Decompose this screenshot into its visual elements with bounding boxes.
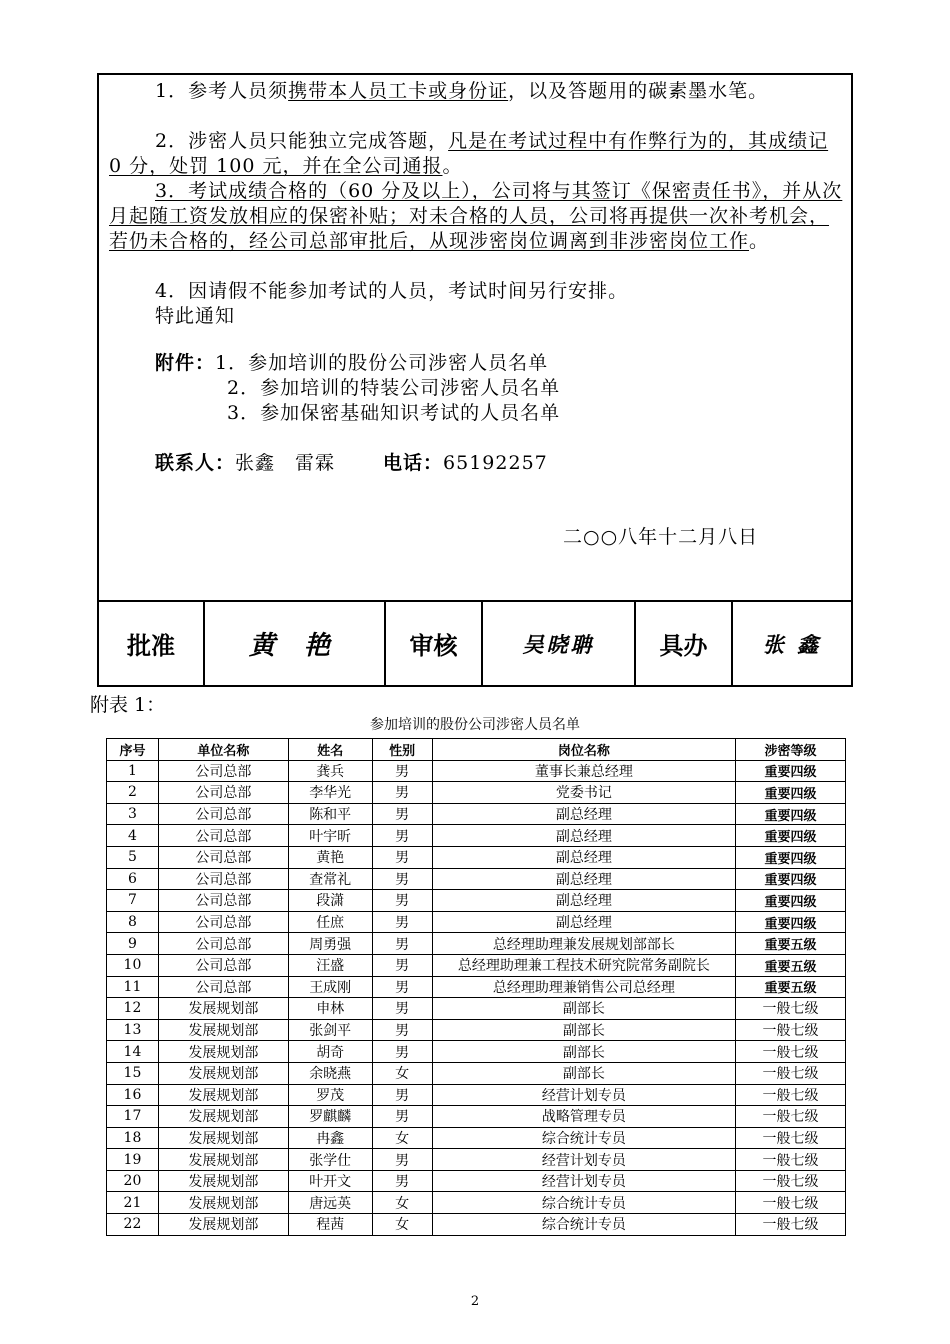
cell-unit: 发展规划部 (158, 1214, 288, 1236)
cell-level: 重要五级 (736, 933, 846, 955)
attachment-1-text: 1．参加培训的股份公司涉密人员名单 (215, 352, 549, 374)
header-unit: 单位名称 (158, 739, 288, 761)
notice-date: 二○○八年十二月八日 (563, 526, 759, 548)
cell-gender: 男 (372, 933, 432, 955)
cell-index: 14 (107, 1041, 159, 1063)
cell-gender: 男 (372, 998, 432, 1020)
header-name: 姓名 (288, 739, 372, 761)
cell-position: 副总经理 (432, 868, 736, 890)
cell-index: 2 (107, 782, 159, 804)
header-level: 涉密等级 (736, 739, 846, 761)
item1-text-end: ，以及答题用的碳素墨水笔。 (508, 80, 769, 102)
cell-gender: 男 (372, 954, 432, 976)
cell-level: 重要四级 (736, 911, 846, 933)
cell-position: 副总经理 (432, 911, 736, 933)
table-row (107, 1106, 846, 1128)
cell-name: 唐远英 (288, 1192, 372, 1214)
header-position: 岗位名称 (432, 739, 736, 761)
cell-gender: 男 (372, 1170, 432, 1192)
cell-index: 11 (107, 976, 159, 998)
cell-level: 重要四级 (736, 760, 846, 782)
table-row (107, 1170, 846, 1192)
contact-label: 联系人： (155, 452, 236, 474)
cell-position: 战略管理专员 (432, 1106, 736, 1128)
table-row (107, 890, 846, 912)
cell-position: 副总经理 (432, 825, 736, 847)
cell-gender: 男 (372, 890, 432, 912)
cell-unit: 公司总部 (158, 868, 288, 890)
cell-level: 重要五级 (736, 976, 846, 998)
attachment-2: 2．参加培训的特装公司涉密人员名单 (227, 377, 561, 399)
cell-index: 7 (107, 890, 159, 912)
cell-position: 副部长 (432, 998, 736, 1020)
cell-gender: 男 (372, 1149, 432, 1171)
table-row (107, 803, 846, 825)
cell-name: 汪盛 (288, 954, 372, 976)
header-index: 序号 (107, 739, 159, 761)
cell-unit: 发展规划部 (158, 1149, 288, 1171)
table-row (107, 1214, 846, 1236)
cell-gender: 男 (372, 760, 432, 782)
cell-index: 15 (107, 1062, 159, 1084)
cell-index: 18 (107, 1127, 159, 1149)
cell-index: 12 (107, 998, 159, 1020)
cell-unit: 发展规划部 (158, 1170, 288, 1192)
cell-index: 20 (107, 1170, 159, 1192)
cell-gender: 男 (372, 911, 432, 933)
table-row (107, 954, 846, 976)
table-row (107, 760, 846, 782)
table-body (107, 760, 846, 1235)
cell-gender: 女 (372, 1127, 432, 1149)
cell-position: 总经理助理兼工程技术研究院常务副院长 (432, 954, 736, 976)
cell-gender: 男 (372, 1041, 432, 1063)
cell-position: 总经理助理兼销售公司总经理 (432, 976, 736, 998)
cell-index: 3 (107, 803, 159, 825)
cell-name: 黄艳 (288, 846, 372, 868)
attachment-3: 3．参加保密基础知识考试的人员名单 (227, 402, 561, 424)
cell-name: 段潇 (288, 890, 372, 912)
table-row (107, 976, 846, 998)
review-label-cell (386, 602, 483, 685)
contact-names: 张鑫 雷霖 (235, 452, 336, 474)
item3-underlined: 3．考试成绩合格的（60 分及以上），公司将与其签订《保密责任书》，并从次月起随工资发放相应的保密补贴；对未合格的人员，公司将再提供一次补考机会，若仍未合格的，经公司总部审批后，从现涉密岗位调离到非涉密岗位工作 (109, 180, 843, 252)
cell-position: 党委书记 (432, 782, 736, 804)
cell-level: 重要四级 (736, 825, 846, 847)
cell-position: 副部长 (432, 1019, 736, 1041)
cell-gender: 男 (372, 803, 432, 825)
cell-unit: 发展规划部 (158, 1106, 288, 1128)
cell-position: 副总经理 (432, 803, 736, 825)
contact-line (155, 451, 891, 476)
cell-name: 程茜 (288, 1214, 372, 1236)
annex-label: 附表 1： (90, 694, 166, 716)
handler-label: 具办 (659, 632, 708, 660)
cell-position: 经营计划专员 (432, 1084, 736, 1106)
cell-gender: 男 (372, 976, 432, 998)
cell-index: 5 (107, 846, 159, 868)
cell-unit: 公司总部 (158, 954, 288, 976)
table-row (107, 1062, 846, 1084)
cell-gender: 男 (372, 1084, 432, 1106)
cell-unit: 发展规划部 (158, 1019, 288, 1041)
cell-name: 张学仕 (288, 1149, 372, 1171)
cell-level: 一般七级 (736, 1170, 846, 1192)
table-row (107, 1019, 846, 1041)
phone-label: 电话： (383, 452, 444, 474)
cell-gender: 男 (372, 1019, 432, 1041)
table-row (107, 1084, 846, 1106)
cell-position: 董事长兼总经理 (432, 760, 736, 782)
cell-level: 重要四级 (736, 846, 846, 868)
cell-level: 一般七级 (736, 1149, 846, 1171)
cell-name: 龚兵 (288, 760, 372, 782)
item2-text: 2．涉密人员只能独立完成答题， (155, 130, 449, 152)
table-row (107, 1192, 846, 1214)
table-row (107, 825, 846, 847)
cell-gender: 男 (372, 825, 432, 847)
cell-gender: 男 (372, 868, 432, 890)
cell-level: 一般七级 (736, 1214, 846, 1236)
table-row (107, 782, 846, 804)
cell-unit: 发展规划部 (158, 1084, 288, 1106)
cell-name: 张剑平 (288, 1019, 372, 1041)
notice-item-1 (109, 79, 845, 104)
table-title: 参加培训的股份公司涉密人员名单 (370, 717, 580, 733)
cell-name: 李华光 (288, 782, 372, 804)
cell-name: 周勇强 (288, 933, 372, 955)
cell-name: 陈和平 (288, 803, 372, 825)
cell-unit: 公司总部 (158, 760, 288, 782)
table-header-row (107, 739, 846, 761)
cell-unit: 公司总部 (158, 933, 288, 955)
cell-level: 一般七级 (736, 998, 846, 1020)
table-row (107, 933, 846, 955)
cell-index: 19 (107, 1149, 159, 1171)
cell-level: 一般七级 (736, 1084, 846, 1106)
table-row (107, 1127, 846, 1149)
cell-unit: 发展规划部 (158, 1127, 288, 1149)
cell-gender: 女 (372, 1214, 432, 1236)
cell-level: 重要四级 (736, 803, 846, 825)
cell-unit: 公司总部 (158, 846, 288, 868)
handler-name-cell (733, 602, 851, 685)
cell-name: 王成刚 (288, 976, 372, 998)
review-label: 审核 (409, 632, 458, 660)
cell-index: 8 (107, 911, 159, 933)
cell-position: 副总经理 (432, 890, 736, 912)
cell-level: 一般七级 (736, 1192, 846, 1214)
item1-text: 1．参考人员须 (155, 80, 289, 102)
item2-text-end: 。 (442, 155, 463, 177)
approve-signature: 黄 艳 (248, 631, 341, 661)
table-row (107, 911, 846, 933)
item1-underlined: 携带本人员工卡或身份证 (288, 80, 509, 102)
cell-level: 重要四级 (736, 868, 846, 890)
table-row (107, 846, 846, 868)
cell-position: 经营计划专员 (432, 1149, 736, 1171)
cell-index: 1 (107, 760, 159, 782)
cell-gender: 男 (372, 1106, 432, 1128)
personnel-table (106, 738, 846, 1236)
notice-closing: 特此通知 (155, 305, 236, 327)
cell-position: 综合统计专员 (432, 1192, 736, 1214)
cell-level: 一般七级 (736, 1019, 846, 1041)
notice-item-3 (109, 179, 845, 254)
cell-name: 叶开文 (288, 1170, 372, 1192)
cell-index: 6 (107, 868, 159, 890)
cell-unit: 公司总部 (158, 976, 288, 998)
cell-name: 任庶 (288, 911, 372, 933)
cell-name: 叶宇昕 (288, 825, 372, 847)
cell-unit: 发展规划部 (158, 1192, 288, 1214)
cell-unit: 发展规划部 (158, 1041, 288, 1063)
cell-position: 副部长 (432, 1062, 736, 1084)
cell-position: 副总经理 (432, 846, 736, 868)
notice-item-2 (109, 129, 845, 179)
cell-index: 13 (107, 1019, 159, 1041)
table-row (107, 1041, 846, 1063)
cell-name: 申林 (288, 998, 372, 1020)
notice-box (97, 73, 853, 687)
item3-text-end: 。 (749, 230, 770, 252)
cell-name: 余晓燕 (288, 1062, 372, 1084)
signoff-row (99, 602, 851, 685)
cell-level: 重要五级 (736, 954, 846, 976)
cell-gender: 女 (372, 1192, 432, 1214)
cell-unit: 公司总部 (158, 890, 288, 912)
attachment-1 (155, 351, 891, 376)
header-gender: 性别 (372, 739, 432, 761)
cell-unit: 公司总部 (158, 825, 288, 847)
cell-level: 一般七级 (736, 1041, 846, 1063)
cell-level: 一般七级 (736, 1106, 846, 1128)
cell-level: 重要四级 (736, 890, 846, 912)
cell-level: 重要四级 (736, 782, 846, 804)
cell-name: 罗麒麟 (288, 1106, 372, 1128)
review-name-cell (483, 602, 636, 685)
cell-unit: 发展规划部 (158, 1062, 288, 1084)
cell-unit: 发展规划部 (158, 998, 288, 1020)
notice-item-4: 4．因请假不能参加考试的人员，考试时间另行安排。 (155, 280, 629, 302)
page-number: 2 (470, 1294, 480, 1309)
table-row (107, 998, 846, 1020)
cell-position: 综合统计专员 (432, 1127, 736, 1149)
review-signature: 吴晓聃 (522, 631, 595, 657)
cell-unit: 公司总部 (158, 782, 288, 804)
cell-gender: 女 (372, 1062, 432, 1084)
approve-label-cell (99, 602, 205, 685)
item2-underlined: 凡是在考试过程中有作弊行为的，其成绩记 0 分，处罚 100 元，并在全公司通报 (109, 130, 829, 177)
phone-number: 65192257 (443, 452, 548, 474)
cell-index: 4 (107, 825, 159, 847)
cell-index: 22 (107, 1214, 159, 1236)
cell-name: 罗茂 (288, 1084, 372, 1106)
cell-level: 一般七级 (736, 1127, 846, 1149)
cell-name: 冉鑫 (288, 1127, 372, 1149)
cell-gender: 男 (372, 782, 432, 804)
cell-unit: 公司总部 (158, 911, 288, 933)
table-row (107, 868, 846, 890)
approve-label: 批准 (127, 632, 175, 660)
cell-index: 16 (107, 1084, 159, 1106)
handler-signature: 张 鑫 (762, 631, 822, 657)
cell-name: 查常礼 (288, 868, 372, 890)
cell-name: 胡奇 (288, 1041, 372, 1063)
cell-position: 副部长 (432, 1041, 736, 1063)
cell-index: 17 (107, 1106, 159, 1128)
cell-position: 综合统计专员 (432, 1214, 736, 1236)
notice-body (99, 75, 851, 602)
table-row (107, 1149, 846, 1171)
attachment-label: 附件： (155, 352, 216, 374)
cell-level: 一般七级 (736, 1062, 846, 1084)
cell-position: 经营计划专员 (432, 1170, 736, 1192)
cell-gender: 男 (372, 846, 432, 868)
cell-position: 总经理助理兼发展规划部部长 (432, 933, 736, 955)
approve-name-cell (205, 602, 386, 685)
cell-index: 10 (107, 954, 159, 976)
cell-index: 21 (107, 1192, 159, 1214)
handler-label-cell (636, 602, 733, 685)
cell-index: 9 (107, 933, 159, 955)
cell-unit: 公司总部 (158, 803, 288, 825)
